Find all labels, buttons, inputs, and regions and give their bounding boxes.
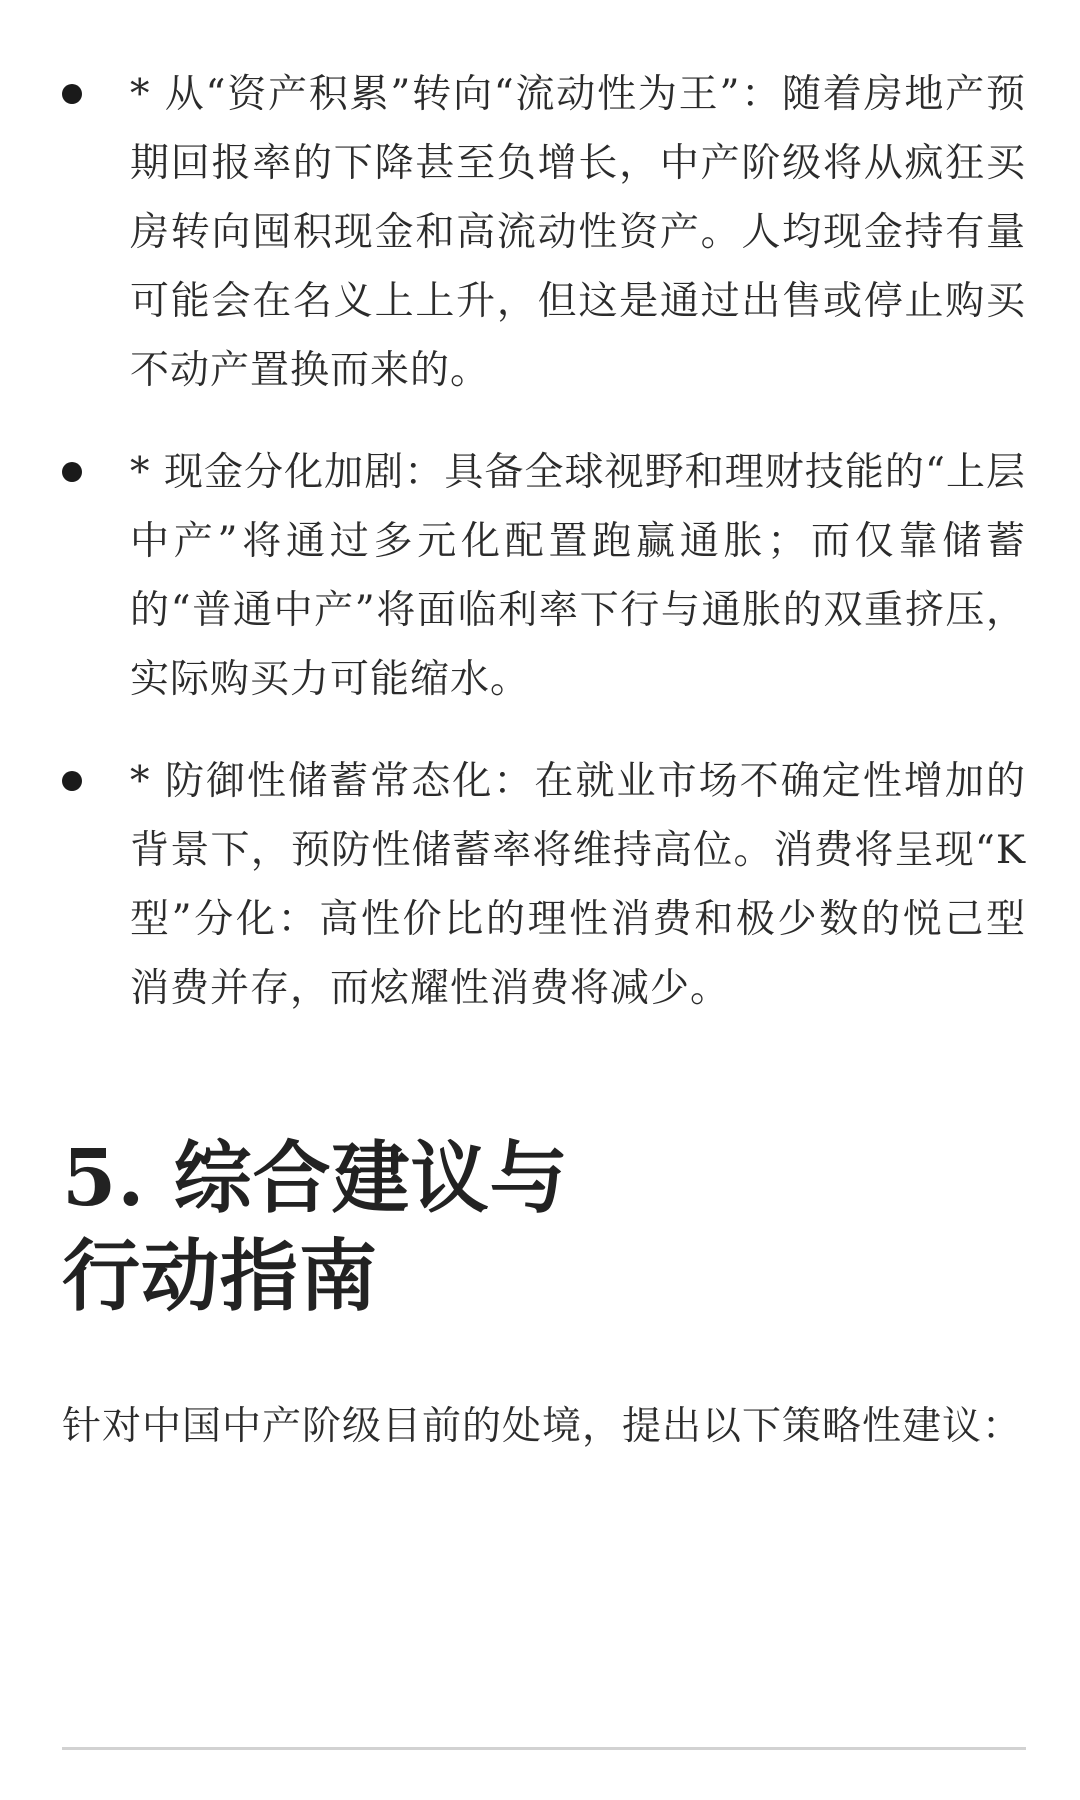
bullet-icon [62, 771, 82, 791]
list-item [62, 747, 1026, 1023]
divider [62, 1747, 1026, 1750]
section-heading [62, 1130, 682, 1326]
list-item [62, 60, 1026, 405]
list-item-text: * 现金分化加剧：具备全球视野和理财技能的“上层中产”将通过多元化配置跑赢通胀；而仅靠储蓄的“普通中产”将面临利率下行与通胀的双重挤压，实际购买力可能缩水。 [130, 450, 1026, 702]
section-heading-line-2: 行动指南 [62, 1231, 379, 1322]
bullet-icon [62, 84, 82, 104]
list-item [62, 438, 1026, 714]
bullet-icon [62, 462, 82, 482]
list-item-text: * 防御性储蓄常态化：在就业市场不确定性增加的背景下，预防性储蓄率将维持高位。消费将呈现“K型”分化：高性价比的理性消费和极少数的悦己型消费并存，而炫耀性消费将减少。 [130, 759, 1026, 1011]
list-item-text: * 从“资产积累”转向“流动性为王”：随着房地产预期回报率的下降甚至负增长，中产阶级将从疯狂买房转向囤积现金和高流动性资产。人均现金持有量可能会在名义上上升，但这是通过出售或停止购买不动产置换而来的。 [130, 72, 1026, 393]
intro-paragraph: 针对中国中产阶级目前的处境，提出以下策略性建议： [62, 1404, 1023, 1449]
section-heading-line-1: 5. 综合建议与 [62, 1133, 569, 1224]
bullet-list [62, 60, 1026, 1023]
